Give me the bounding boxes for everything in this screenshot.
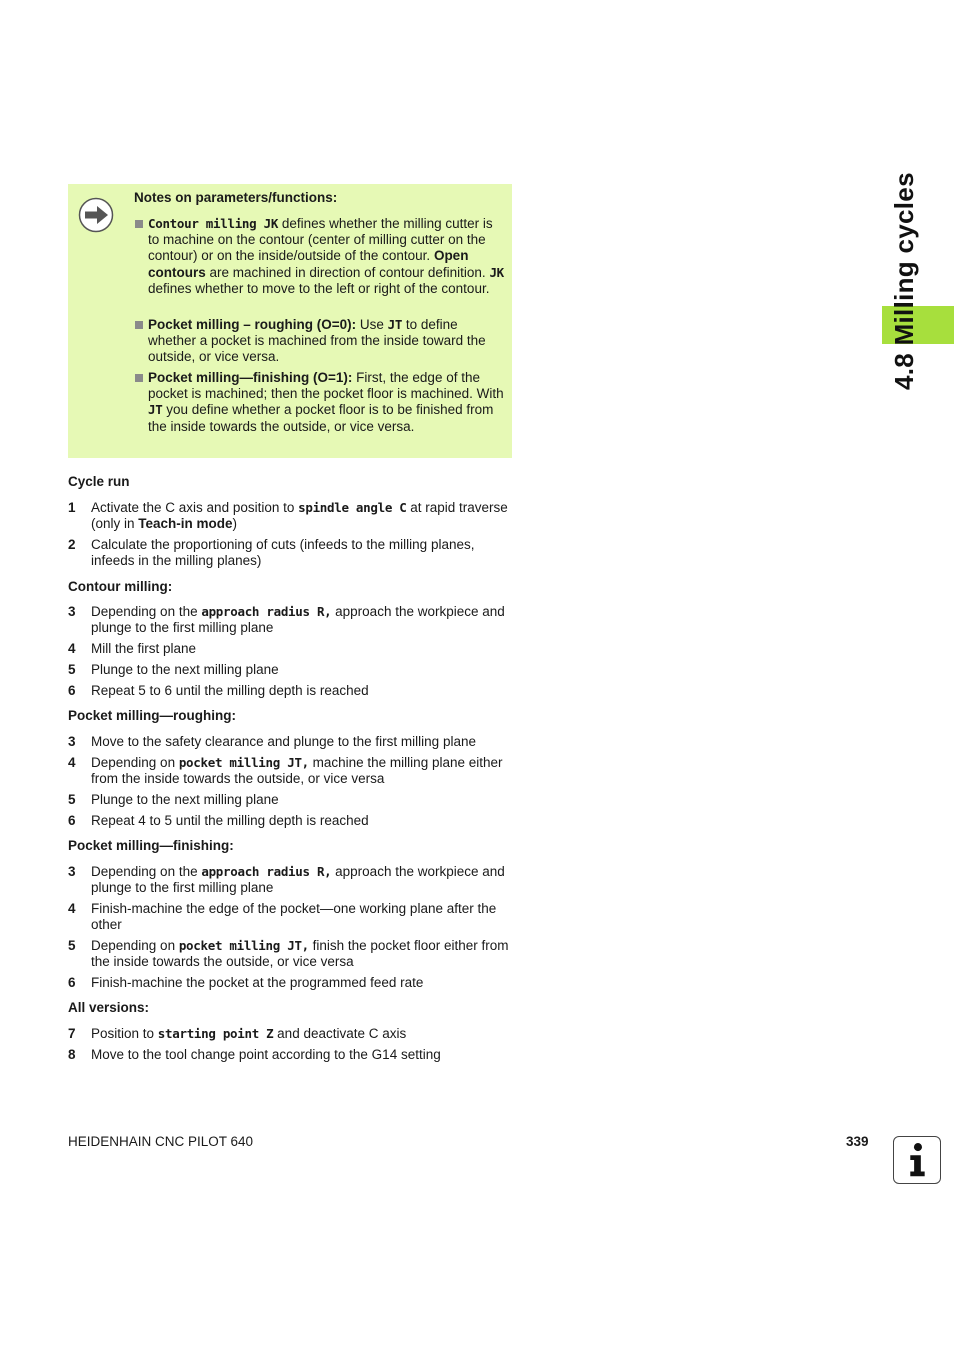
note-contour-milling: Contour milling JK defines whether the milling cutter is to machine on the contour (center of milling cutter on the contour) or on the inside/outside of the contour. Open contours are machined in direction of contour definition. JK defines whether to move to the left or right of the contour. (148, 216, 504, 297)
step-item: 6 Finish-machine the pocket at the programmed feed rate (68, 975, 424, 990)
step-item: 4 Finish-machine the edge of the pocket—one working plane after the other (68, 901, 497, 933)
step-item: 3 Move to the safety clearance and plunge to the first milling plane (68, 734, 476, 749)
info-icon (893, 1136, 941, 1184)
note-pocket-finishing: Pocket milling—finishing (O=1): First, the edge of the pocket is machined; then the pocket floor is machined. With JT you define whether a pocket floor is to be finished from the inside towards the outside, or vice versa. (148, 370, 504, 435)
step-item: 5 Plunge to the next milling plane (68, 662, 279, 677)
step-item: 8 Move to the tool change point according to the G14 setting (68, 1047, 441, 1062)
step-item: 3 Depending on the approach radius R, approach the workpiece and plunge to the first milling plane (68, 604, 505, 636)
bullet-square-icon (135, 321, 143, 329)
step-item: 4 Depending on pocket milling JT, machine the milling plane either from the inside towards the outside, or vice versa (68, 755, 503, 787)
page-number: 339 (846, 1134, 869, 1149)
chapter-title-vertical: 4.8 Milling cycles (889, 172, 919, 390)
arrow-right-icon (78, 197, 114, 233)
bullet-square-icon (135, 374, 143, 382)
step-item: 5 Depending on pocket milling JT, finish the pocket floor either from the inside towards the outside, or vice versa (68, 938, 509, 970)
bullet-square-icon (135, 220, 143, 228)
heading-cycle-run: Cycle run (68, 474, 130, 489)
step-item: 2 Calculate the proportioning of cuts (infeeds to the milling planes, infeeds in the milling planes) (68, 537, 475, 569)
heading-all-versions: All versions: (68, 1000, 150, 1015)
note-pocket-roughing: Pocket milling – roughing (O=0): Use JT to define whether a pocket is machined from the inside toward the outside, or vice versa. (148, 317, 504, 366)
step-item: 1 Activate the C axis and position to spindle angle C at rapid traverse (only in Teach-in mode) (68, 500, 508, 532)
step-item: 6 Repeat 5 to 6 until the milling depth is reached (68, 683, 369, 698)
step-item: 7 Position to starting point Z and deactivate C axis (68, 1026, 407, 1041)
notes-title: Notes on parameters/functions: (134, 190, 338, 205)
step-item: 3 Depending on the approach radius R, approach the workpiece and plunge to the first milling plane (68, 864, 505, 896)
step-item: 5 Plunge to the next milling plane (68, 792, 279, 807)
footer-manual-title: HEIDENHAIN CNC PILOT 640 (68, 1134, 254, 1149)
step-item: 6 Repeat 4 to 5 until the milling depth is reached (68, 813, 369, 828)
heading-pocket-finishing: Pocket milling—finishing: (68, 838, 234, 853)
heading-contour-milling: Contour milling: (68, 579, 173, 594)
step-item: 4 Mill the first plane (68, 641, 197, 656)
heading-pocket-roughing: Pocket milling—roughing: (68, 708, 236, 723)
notes-box (68, 184, 512, 458)
